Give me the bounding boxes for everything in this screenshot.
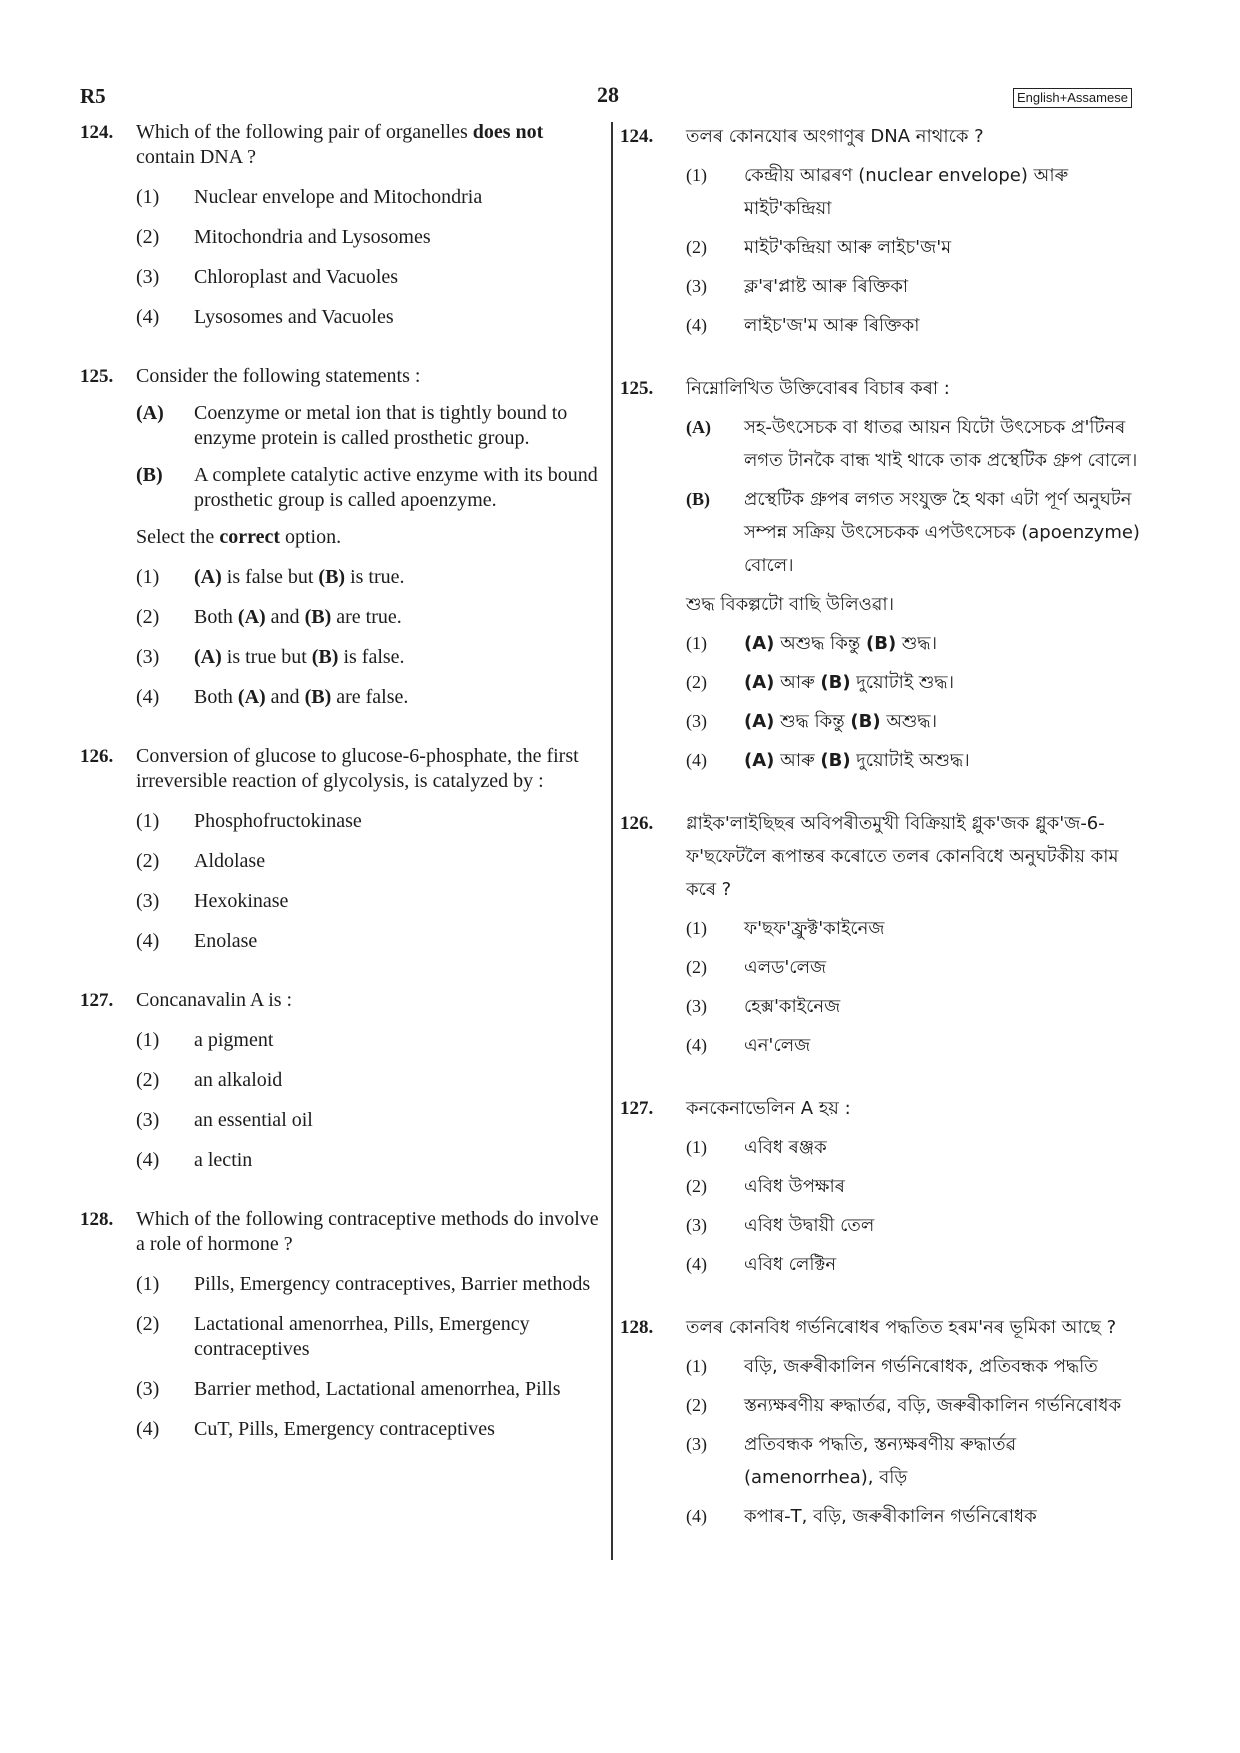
question-text: Conversion of glucose to glucose-6-phosphate, the first irreversible reaction of glycolysis, is catalyzed by : <box>136 745 579 792</box>
option: (4) এবিধ লেক্টিন <box>686 1254 837 1275</box>
question-128-as <box>620 1311 1145 1533</box>
option: (4) Enolase <box>136 930 258 952</box>
question-124-en <box>80 120 600 330</box>
option: (2) (A) আৰু (B) দুয়োটাই শুদ্ধ। <box>686 672 955 693</box>
question-number: 124. <box>620 126 654 147</box>
option: (4) Lysosomes and Vacuoles <box>136 306 394 328</box>
question-text: তলৰ কোনযোৰ অংগাণুৰ DNA নাথাকে ? <box>686 126 984 147</box>
question-126-en <box>80 744 600 954</box>
option: (3) হেক্স'কাইনেজ <box>686 996 841 1017</box>
question-number: 126. <box>620 813 654 834</box>
question-text: নিম্নোলিখিত উক্তিবোৰৰ বিচাৰ কৰা : <box>686 378 950 399</box>
option: (3) Hexokinase <box>136 890 289 912</box>
option: (3) ক্ল'ৰ'প্লাষ্ট আৰু ৰিক্তিকা <box>686 276 909 297</box>
option: (1) Pills, Emergency contraceptives, Barrier methods <box>136 1273 591 1295</box>
option: (1) ফ'ছফ'ফ্ৰুক্ট'কাইনেজ <box>686 918 885 939</box>
option: (1) Phosphofructokinase <box>136 810 362 832</box>
option: (2) স্তন্যক্ষৰণীয় ৰুদ্ধাৰ্তৱ, বড়ি, জৰুৰীকালিন গৰ্ভনিৰোধক <box>686 1395 1122 1416</box>
question-text: Which of the following pair of organelles does not contain DNA ? <box>136 121 544 168</box>
question-124-as <box>620 120 1145 342</box>
option: (1) Nuclear envelope and Mitochondria <box>136 186 483 208</box>
option: (3) Barrier method, Lactational amenorrhea, Pills <box>136 1378 561 1400</box>
option: (2) an alkaloid <box>136 1069 283 1091</box>
statement-b: (B) A complete catalytic active enzyme with its bound prosthetic group is called apoenzyme. <box>136 464 598 511</box>
option: (4) লাইচ'জ'ম আৰু ৰিক্তিকা <box>686 315 920 336</box>
option: (3) এবিধ উদ্বায়ী তেল <box>686 1215 875 1236</box>
statement-a: (A) Coenzyme or metal ion that is tightly bound to enzyme protein is called prosthetic group. <box>136 402 568 449</box>
option: (1) a pigment <box>136 1029 274 1051</box>
option: (3) প্ৰতিবন্ধক পদ্ধতি, স্তন্যক্ষৰণীয় ৰুদ্ধাৰ্তৱ (amenorrhea), বড়ি <box>686 1434 1017 1488</box>
question-number: 125. <box>80 366 114 387</box>
question-number: 128. <box>80 1209 114 1230</box>
option: (3) Chloroplast and Vacuoles <box>136 266 399 288</box>
option: (1) (A) অশুদ্ধ কিন্তু (B) শুদ্ধ। <box>686 633 938 654</box>
question-128-en <box>80 1207 600 1442</box>
option: (3) (A) শুদ্ধ কিন্তু (B) অশুদ্ধ। <box>686 711 938 732</box>
question-number: 125. <box>620 378 654 399</box>
option: (2) Both (A) and (B) are true. <box>136 606 402 628</box>
question-number: 124. <box>80 122 114 143</box>
option: (1) এবিধ ৰঞ্জক <box>686 1137 827 1158</box>
question-number: 127. <box>80 990 114 1011</box>
option: (2) Lactational amenorrhea, Pills, Emergency contraceptives <box>136 1313 530 1360</box>
question-127-as <box>620 1092 1145 1281</box>
english-column <box>80 120 600 1442</box>
question-127-en <box>80 988 600 1173</box>
option: (2) এলড'লেজ <box>686 957 827 978</box>
question-number: 127. <box>620 1098 654 1119</box>
option: (3) an essential oil <box>136 1109 313 1131</box>
column-divider <box>611 122 613 1560</box>
question-125-en <box>80 364 600 710</box>
question-text: গ্লাইক'লাইছিছৰ অবিপৰীতমুখী বিক্ৰিয়াই গ্লুক'জক গ্লুক'জ-6-ফ'ছফেটলৈ ৰূপান্তৰ কৰোতে তলৰ কোনবিধে অনুঘটকীয় কাম কৰে ? <box>686 813 1119 900</box>
option: (1) বড়ি, জৰুৰীকালিন গৰ্ভনিৰোধক, প্ৰতিবন্ধক পদ্ধতি <box>686 1356 1098 1377</box>
option: (2) Mitochondria and Lysosomes <box>136 226 431 248</box>
option: (4) কপাৰ-T, বড়ি, জৰুৰীকালিন গৰ্ভনিৰোধক <box>686 1506 1037 1527</box>
option: (4) এন'লেজ <box>686 1035 811 1056</box>
page-header <box>0 84 1240 114</box>
option: (1) কেন্দ্ৰীয় আৱৰণ (nuclear envelope) আৰু মাইট'কন্দ্ৰিয়া <box>686 165 1069 219</box>
option: (4) (A) আৰু (B) দুয়োটাই অশুদ্ধ। <box>686 750 970 771</box>
select-instruction: শুদ্ধ বিকল্পটো বাছি উলিওৱা। <box>686 594 895 615</box>
option: (2) মাইট'কন্দ্ৰিয়া আৰু লাইচ'জ'ম <box>686 237 952 258</box>
page-number: 28 <box>597 82 619 107</box>
option: (1) (A) is false but (B) is true. <box>136 566 405 588</box>
question-text: তলৰ কোনবিধ গৰ্ভনিৰোধৰ পদ্ধতিত হৰম'নৰ ভূমিকা আছে ? <box>686 1317 1117 1338</box>
question-text: Concanavalin A is : <box>136 989 293 1011</box>
booklet-code: R5 <box>80 84 106 108</box>
option: (2) Aldolase <box>136 850 266 872</box>
option: (4) Both (A) and (B) are false. <box>136 686 409 708</box>
question-text: Which of the following contraceptive methods do involve a role of hormone ? <box>136 1208 599 1255</box>
assamese-column <box>620 120 1145 1533</box>
option: (4) CuT, Pills, Emergency contraceptives <box>136 1418 495 1440</box>
statement-b: (B) প্ৰস্থেটিক গ্ৰুপৰ লগত সংযুক্ত হৈ থকা এটা পূৰ্ণ অনুঘটন সম্পন্ন সক্ৰিয় উৎসেচকক এপউৎসেচক (apoenzyme) বোলে। <box>686 489 1140 576</box>
question-text: কনকেনাভেলিন A হয় : <box>686 1098 851 1119</box>
question-126-as <box>620 807 1145 1062</box>
question-125-as <box>620 372 1145 777</box>
question-text: Consider the following statements : <box>136 365 421 387</box>
option: (2) এবিধ উপক্ষাৰ <box>686 1176 845 1197</box>
statement-a: (A) সহ-উৎসেচক বা ধাতৱ আয়ন যিটো উৎসেচক প্ৰ'টিনৰ লগত টানকৈ বান্ধ খাই থাকে তাক প্ৰস্থেটিক গ্ৰুপ বোলে। <box>686 417 1138 471</box>
option: (4) a lectin <box>136 1149 253 1171</box>
option: (3) (A) is true but (B) is false. <box>136 646 405 668</box>
question-number: 126. <box>80 746 114 767</box>
question-number: 128. <box>620 1317 654 1338</box>
select-instruction: Select the correct option. <box>136 526 342 548</box>
language-label: English+Assamese <box>1013 88 1132 108</box>
